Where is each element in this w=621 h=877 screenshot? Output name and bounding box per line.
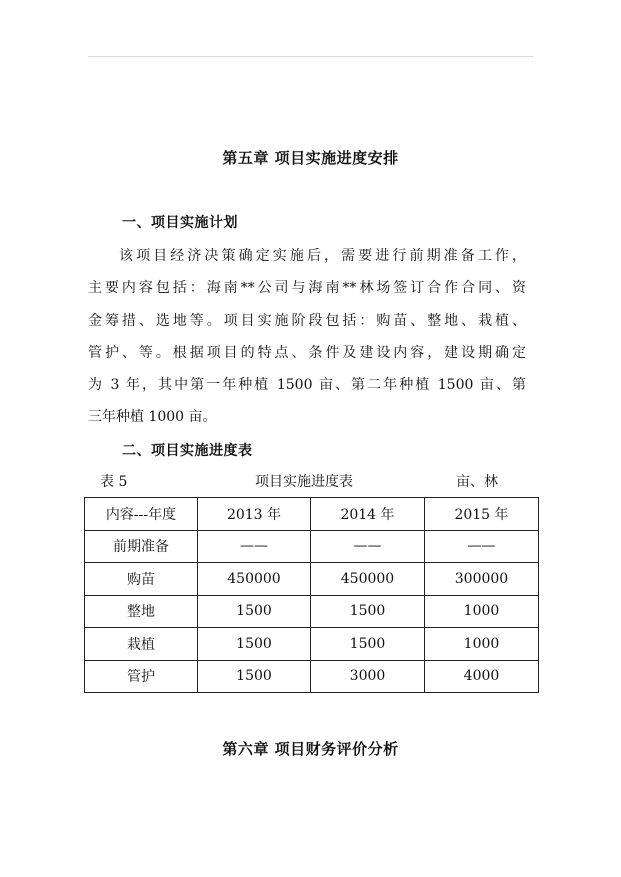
table-cell: 1000 [425,595,539,628]
table-cell: 前期准备 [85,530,198,563]
table-row [85,628,539,661]
header-cell: 2013 年 [198,498,311,531]
table-cell: 1500 [198,660,311,693]
table-header-row [85,498,539,531]
header-cell: 内容---年度 [85,498,198,531]
table-cell: 整地 [85,595,198,628]
table-row [85,530,539,563]
table-cell: 栽植 [85,628,198,661]
table-cell: 1500 [198,628,311,661]
table-cell: 1500 [198,595,311,628]
chapter-5-title: 第五章 项目实施进度安排 [222,149,399,167]
table-cell: 3000 [311,660,425,693]
table-row [85,595,539,628]
section-1-heading: 一、项目实施计划 [122,215,238,231]
page-header-rule [88,56,533,57]
table-cell: 购苗 [85,563,198,596]
table-number-label: 表 5 [100,474,128,490]
chapter-6-title: 第六章 项目财务评价分析 [222,740,399,758]
table-cell: 1000 [425,628,539,661]
table-title: 项目实施进度表 [255,474,353,490]
schedule-table [84,497,539,693]
table-cell: —— [425,530,539,563]
table-cell: —— [311,530,425,563]
table-row [85,660,539,693]
paragraph-line: 金筹措、选地等。项目实施阶段包括：购苗、整地、栽植、 [88,312,526,329]
header-cell: 2014 年 [311,498,425,531]
section-2-heading: 二、项目实施进度表 [122,443,253,459]
paragraph-line: 主要内容包括：海南**公司与海南**林场签订合作合同、资 [88,280,526,297]
table-cell: 450000 [311,563,425,596]
paragraph-line: 该项目经济决策确定实施后，需要进行前期准备工作， [119,248,526,264]
table-cell: 300000 [425,563,539,596]
table-cell: 1500 [311,595,425,628]
table-unit-label: 亩、林 [456,474,498,490]
paragraph-line: 三年种植 1000 亩。 [88,409,217,426]
table-cell: —— [198,530,311,563]
header-cell: 2015 年 [425,498,539,531]
table-cell: 450000 [198,563,311,596]
paragraph-line: 为 3 年，其中第一年种植 1500 亩、第二年种植 1500 亩、第 [88,377,526,394]
table-cell: 4000 [425,660,539,693]
table-row [85,563,539,596]
table-cell: 1500 [311,628,425,661]
section-1-paragraph [88,240,526,434]
table-cell: 管护 [85,660,198,693]
paragraph-line: 管护、等。根据项目的特点、条件及建设内容，建设期确定 [88,344,526,361]
